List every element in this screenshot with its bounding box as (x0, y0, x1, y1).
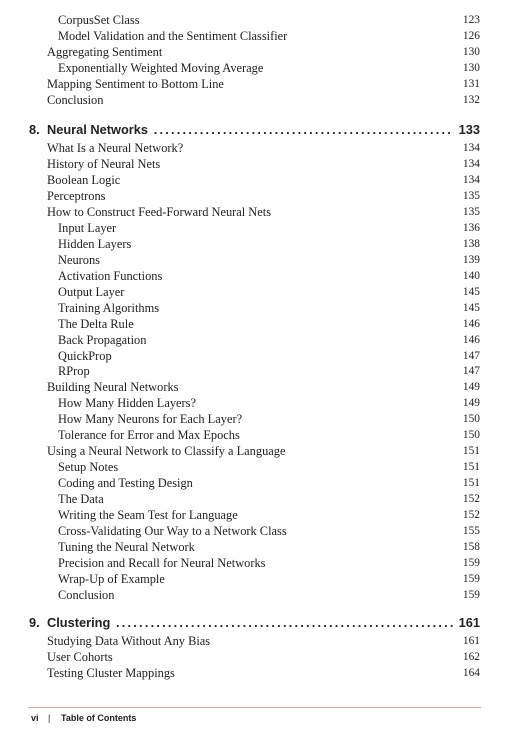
footer-title: Table of Contents (61, 713, 137, 723)
toc-entry-page: 126 (462, 30, 480, 42)
toc-entry-page: 147 (462, 350, 480, 362)
chapter-page: 133 (458, 122, 480, 137)
toc-entry-page: 159 (462, 573, 480, 585)
toc-entry[interactable] (0, 172, 514, 188)
toc-entry-page: 138 (462, 238, 480, 250)
chapter-page: 161 (458, 615, 480, 630)
toc-entry-title: CorpusSet Class (58, 13, 140, 27)
toc-entry-title: History of Neural Nets (47, 157, 161, 171)
toc-entry-page: 161 (462, 635, 480, 647)
toc-entry[interactable] (0, 316, 514, 332)
toc-entry[interactable] (0, 204, 514, 220)
toc-entry-page: 134 (462, 142, 480, 154)
toc-entry[interactable] (0, 555, 514, 571)
toc-entry[interactable] (0, 363, 514, 379)
toc-entry-title: How Many Hidden Layers? (58, 396, 196, 410)
toc-entry-page: 140 (462, 270, 480, 282)
toc-entry[interactable] (0, 300, 514, 316)
toc-entry-title: Cross-Validating Our Way to a Network Class (58, 524, 287, 538)
toc-entry[interactable] (0, 332, 514, 348)
toc-entry[interactable] (0, 252, 514, 268)
toc-entry-title: Conclusion (47, 93, 104, 107)
toc-entry[interactable] (0, 665, 514, 681)
toc-entry-page: 149 (462, 381, 480, 393)
toc-entry-page: 132 (462, 94, 480, 106)
toc-entry-page: 136 (462, 222, 480, 234)
toc-entry-page: 146 (462, 318, 480, 330)
toc-entry-title: QuickProp (58, 349, 112, 363)
toc-entry[interactable] (0, 140, 514, 156)
toc-entry-page: 151 (462, 445, 480, 457)
toc-entry-title: Input Layer (58, 221, 117, 235)
toc-entry-page: 159 (462, 557, 480, 569)
toc-entry-page: 164 (462, 667, 480, 679)
toc-entry-page: 159 (462, 589, 480, 601)
chapter-title: Clustering ..... (47, 614, 454, 632)
chapter-number: 8. (29, 122, 40, 137)
toc-entry-title: User Cohorts (47, 650, 113, 664)
toc-entry[interactable] (0, 427, 514, 443)
toc-entry[interactable] (0, 539, 514, 555)
toc-entry-page: 135 (462, 190, 480, 202)
toc-entry-page: 162 (462, 651, 480, 663)
toc-entry-page: 131 (462, 78, 480, 90)
toc-entry[interactable] (0, 60, 514, 76)
toc-entry[interactable] (0, 475, 514, 491)
toc-entry[interactable] (0, 587, 514, 603)
toc-entry-page: 130 (462, 46, 480, 58)
toc-entry[interactable] (0, 395, 514, 411)
toc-entry-page: 152 (462, 509, 480, 521)
toc-entry[interactable] (0, 156, 514, 172)
toc-entry[interactable] (0, 92, 514, 108)
toc-entry-page: 135 (462, 206, 480, 218)
toc-entry[interactable] (0, 12, 514, 28)
toc-entry[interactable] (0, 348, 514, 364)
toc-entry-title: The Data (58, 492, 104, 506)
toc-entry-title: Hidden Layers (58, 237, 132, 251)
toc-entry[interactable] (0, 507, 514, 523)
toc-entry-page: 134 (462, 158, 480, 170)
toc-entry-title: Aggregating Sentiment (47, 45, 163, 59)
toc-entry-page: 146 (462, 334, 480, 346)
toc-entry[interactable] (0, 44, 514, 60)
toc-entry-title: Tolerance for Error and Max Epochs (58, 428, 240, 442)
toc-entry-page: 150 (462, 413, 480, 425)
toc-entry[interactable] (0, 523, 514, 539)
toc-entry[interactable] (0, 379, 514, 395)
toc-entry-title: Output Layer (58, 285, 125, 299)
toc-entry[interactable] (0, 411, 514, 427)
toc-entry-title: Perceptrons (47, 189, 106, 203)
toc-entry[interactable] (0, 284, 514, 300)
toc-entry[interactable] (0, 633, 514, 649)
footer-separator: | (48, 713, 51, 723)
toc-entry-title: Training Algorithms (58, 301, 160, 315)
toc-chapter-entry[interactable] (0, 121, 514, 139)
chapter-number: 9. (29, 615, 40, 630)
toc-entry-title: RProp (58, 364, 90, 378)
toc-entry-title: Model Validation and the Sentiment Classifier (58, 29, 288, 43)
chapter-title: Neural Networks ..... (47, 121, 454, 139)
toc-entry-title: Activation Functions (58, 269, 163, 283)
toc-entry-title: Exponentially Weighted Moving Average (58, 61, 264, 75)
toc-entry[interactable] (0, 268, 514, 284)
toc-entry-page: 123 (462, 14, 480, 26)
toc-entry-title: Wrap-Up of Example (58, 572, 165, 586)
toc-entry-page: 145 (462, 302, 480, 314)
toc-entry-title: Using a Neural Network to Classify a Language (47, 444, 286, 458)
toc-entry-page: 149 (462, 397, 480, 409)
toc-entry-title: Writing the Seam Test for Language (58, 508, 238, 522)
toc-entry[interactable] (0, 188, 514, 204)
toc-entry-page: 155 (462, 525, 480, 537)
toc-entry-title: Building Neural Networks (47, 380, 179, 394)
toc-entry-page: 147 (462, 365, 480, 377)
footer-divider (28, 707, 481, 708)
toc-entry-page: 150 (462, 429, 480, 441)
toc-entry-title: Back Propagation (58, 333, 147, 347)
toc-entry-title: Studying Data Without Any Bias (47, 634, 211, 648)
toc-entry-title: Coding and Testing Design (58, 476, 193, 490)
toc-entry-page: 152 (462, 493, 480, 505)
toc-entry[interactable] (0, 28, 514, 44)
toc-entry-page: 134 (462, 174, 480, 186)
toc-entry-page: 130 (462, 62, 480, 74)
toc-entry-title: What Is a Neural Network? (47, 141, 184, 155)
toc-entry-page: 151 (462, 477, 480, 489)
toc-entry-title: The Delta Rule (58, 317, 134, 331)
toc-entry-title: How to Construct Feed-Forward Neural Nets (47, 205, 272, 219)
toc-entry-title: Mapping Sentiment to Bottom Line (47, 77, 224, 91)
toc-entry[interactable] (0, 649, 514, 665)
toc-entry-title: Precision and Recall for Neural Networks (58, 556, 266, 570)
toc-entry-title: How Many Neurons for Each Layer? (58, 412, 243, 426)
toc-entry-title: Tuning the Neural Network (58, 540, 195, 554)
toc-entry-page: 145 (462, 286, 480, 298)
toc-entry-page: 151 (462, 461, 480, 473)
toc-entry[interactable] (0, 76, 514, 92)
toc-entry-title: Setup Notes (58, 460, 119, 474)
toc-chapter-entry[interactable] (0, 614, 514, 632)
toc-entry[interactable] (0, 443, 514, 459)
toc-entry[interactable] (0, 571, 514, 587)
toc-entry[interactable] (0, 491, 514, 507)
toc-entry-page: 139 (462, 254, 480, 266)
toc-entry-title: Neurons (58, 253, 100, 267)
toc-entry-title: Testing Cluster Mappings (47, 666, 175, 680)
toc-entry-page: 158 (462, 541, 480, 553)
toc-entry[interactable] (0, 220, 514, 236)
toc-entry-title: Boolean Logic (47, 173, 121, 187)
footer-page-number: vi (31, 713, 39, 723)
toc-entry-title: Conclusion (58, 588, 115, 602)
toc-entry[interactable] (0, 236, 514, 252)
toc-entry[interactable] (0, 459, 514, 475)
